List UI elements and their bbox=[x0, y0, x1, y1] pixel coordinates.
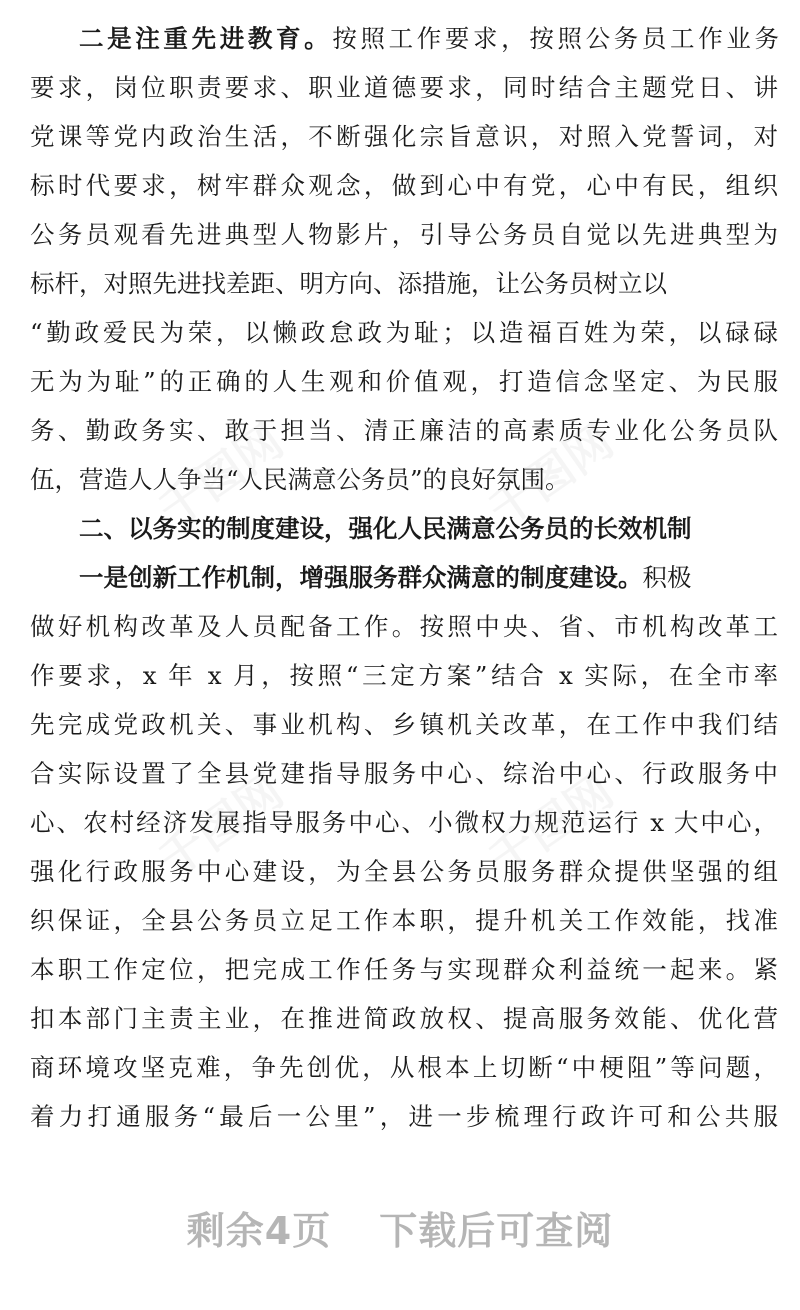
paragraph-line: 要求，岗位职责要求、职业道德要求，同时结合主题党日、讲 bbox=[30, 73, 778, 102]
paragraph-text: 按照工作要求，按照公务员工作业务 bbox=[332, 24, 779, 53]
paragraph-line: 心、农村经济发展指导服务中心、小微权力规范运行 x 大中心， bbox=[30, 808, 778, 837]
paragraph-line: 公务员观看先进典型人物影片，引导公务员自觉以先进典型为 bbox=[30, 220, 778, 249]
paragraph-line: “勤政爱民为荣，以懒政怠政为耻；以造福百姓为荣，以碌碌 bbox=[30, 318, 778, 347]
remaining-pages-banner[interactable] bbox=[0, 1203, 800, 1259]
paragraph-line: 做好机构改革及人员配备工作。按照中央、省、市机构改革工 bbox=[30, 612, 778, 641]
download-prompt-text: 下载后可查阅 bbox=[379, 1209, 614, 1253]
watermark: 千图网 bbox=[148, 413, 293, 538]
paragraph-line: 织保证，全县公务员立足工作本职，提升机关工作效能，找准 bbox=[30, 906, 778, 935]
paragraph-line: 着力打通服务“最后一公里”，进一步梳理行政许可和公共服 bbox=[30, 1102, 778, 1131]
paragraph-lead: 一是创新工作机制，增强服务群众满意的制度建设。 bbox=[79, 563, 643, 592]
paragraph-line bbox=[79, 14, 779, 63]
paragraph-line: 强化行政服务中心建设，为全县公务员服务群众提供坚强的组 bbox=[30, 857, 778, 886]
watermark: 千图网 bbox=[478, 763, 623, 888]
paragraph-line: 无为为耻”的正确的人生观和价值观，打造信念坚定、为民服 bbox=[30, 367, 778, 396]
paragraph-line: 伍，营造人人争当“人民满意公务员”的良好氛围。 bbox=[30, 465, 570, 494]
remaining-pages-text: 剩余4页 bbox=[186, 1209, 332, 1253]
paragraph-line: 务、勤政务实、敢于担当、清正廉洁的高素质专业化公务员队 bbox=[30, 416, 778, 445]
paragraph-line bbox=[79, 553, 779, 602]
section-heading: 二、以务实的制度建设，强化人民满意公务员的长效机制 bbox=[79, 514, 692, 543]
paragraph-line: 标杆，对照先进找差距、明方向、添措施，让公务员树立以 bbox=[30, 269, 667, 298]
paragraph-line: 党课等党内政治生活，不断强化宗旨意识，对照入党誓词，对 bbox=[30, 122, 778, 151]
paragraph-line: 合实际设置了全县党建指导服务中心、综治中心、行政服务中 bbox=[30, 759, 778, 788]
watermark: 千图网 bbox=[148, 763, 293, 888]
paragraph-line: 标时代要求，树牢群众观念，做到心中有党，心中有民，组织 bbox=[30, 171, 778, 200]
paragraph-line: 商环境攻坚克难，争先创优，从根本上切断“中梗阻”等问题， bbox=[30, 1053, 778, 1082]
paragraph-lead: 二是注重先进教育。 bbox=[79, 24, 333, 53]
paragraph-line: 先完成党政机关、事业机构、乡镇机关改革，在工作中我们结 bbox=[30, 710, 778, 739]
paragraph-line: 扣本部门主责主业，在推进简政放权、提高服务效能、优化营 bbox=[30, 1004, 778, 1033]
paragraph-line: 作要求，x 年 x 月，按照“三定方案”结合 x 实际，在全市率 bbox=[30, 661, 778, 690]
watermark: 千图网 bbox=[478, 413, 623, 538]
paragraph-line: 本职工作定位，把完成工作任务与实现群众利益统一起来。紧 bbox=[30, 955, 778, 984]
paragraph-text: 积极 bbox=[642, 563, 692, 592]
